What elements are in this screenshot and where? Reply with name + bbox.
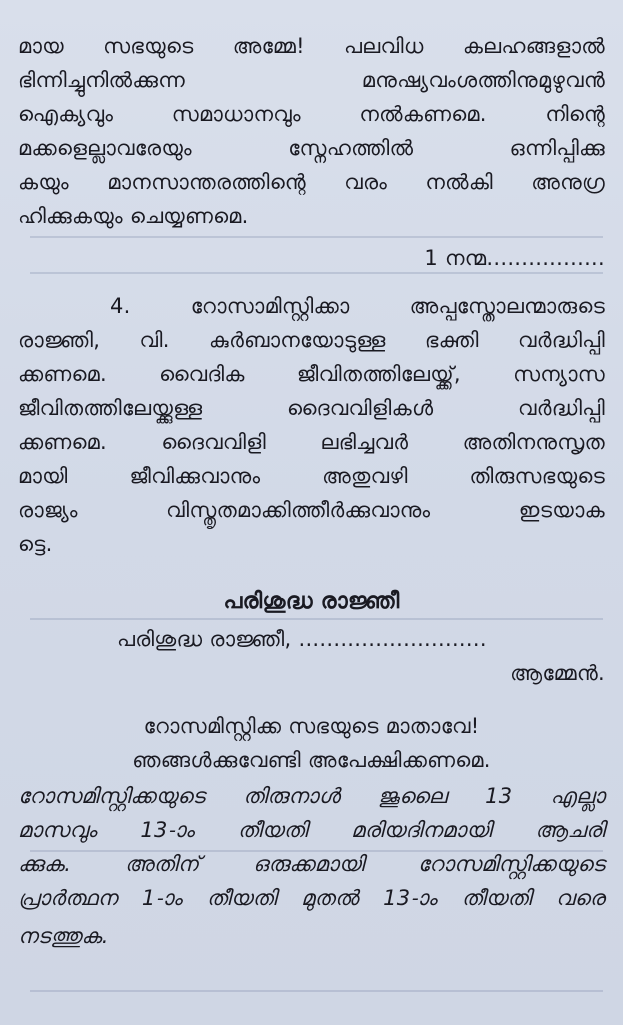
prayer-count: 1 നന്മ................. [424,246,605,270]
section-heading: പരിശുദ്ധ രാജ്ഞീ [223,589,400,614]
paragraph2-line: ക്കണമെ. ദൈവവിളി ലഭിച്ചവർ അതിനനുസൃത [18,430,605,454]
bleed-through-line [30,272,603,274]
instruction-line: ക്കുക. അതിന് ഒരുക്കമായി റോസമിസ്റ്റിക്കയുടെ [18,852,605,876]
paragraph2-line: രാജ്ഞി, വി. കുർബാനയോടുള്ള ഭക്തി വർദ്ധിപ്പി [18,328,605,352]
paragraph1-line: ഹിക്കുകയും ചെയ്യണമെ. [18,204,249,228]
bleed-through-line [30,618,603,620]
paragraph2-line: രാജ്യം വിസ്തൃതമാക്കിത്തീർക്കുവാനും ഇടയാക [18,498,605,522]
paragraph2-line: മായി ജീവിക്കുവാനും അതുവഴി തിരുസഭയുടെ [18,464,605,488]
paragraph2-line: 4. റോസാമിസ്റ്റിക്കാ അപ്പസ്തോലന്മാരുടെ [110,294,605,318]
instruction-line: റോസമിസ്റ്റിക്കയുടെ തിരുനാൾ ജൂലൈ 13 എല്ലാ [18,784,605,808]
invocation-line: പരിശുദ്ധ രാജ്ഞീ, ........................... [117,627,487,651]
paragraph2-line: ജീവിതത്തിലേയ്ക്കുള്ള ദൈവവിളികൾ വർദ്ധിപ്പി [18,396,605,420]
paragraph1-line: ഭിന്നിച്ചുനിൽക്കുന്ന മനുഷ്യവംശത്തിനുമുഴുവൻ [18,68,605,92]
instruction-line: പ്രാർത്ഥന 1-ാം തീയതി മുതൽ 13-ാം തീയതി വരെ [18,886,605,910]
instruction-line: നടത്തുക. [18,924,109,948]
paragraph1-line: ഐക്യവും സമാധാനവും നൽകണമെ. നിന്റെ [18,102,605,126]
bleed-through-line [30,236,603,238]
paragraph1-line: മക്കളെല്ലാവരേയും സ്നേഹത്തിൽ ഒന്നിപ്പിക്കു [18,136,605,160]
closing-line: ഞങ്ങൾക്കുവേണ്ടി അപേക്ഷിക്കണമെ. [132,748,491,772]
bleed-through-line [30,990,603,992]
paragraph1-line: മായ സഭയുടെ അമ്മേ! പലവിധ കലഹങ്ങളാൽ [18,34,605,58]
closing-line: റോസമിസ്റ്റിക്ക സഭയുടെ മാതാവേ! [143,714,480,738]
paragraph2-line: ട്ടെ. [18,532,53,556]
amen: ആമ്മേൻ. [510,661,605,685]
instruction-line: മാസവും 13-ാം തീയതി മരിയദിനമായി ആചരി [18,818,605,842]
paragraph2-line: ക്കണമെ. വൈദിക ജീവിതത്തിലേയ്ക്ക്, സന്യാസ [18,362,605,386]
paragraph1-line: കയും മാനസാന്തരത്തിന്റെ വരം നൽകി അനുഗ്ര [18,170,605,194]
